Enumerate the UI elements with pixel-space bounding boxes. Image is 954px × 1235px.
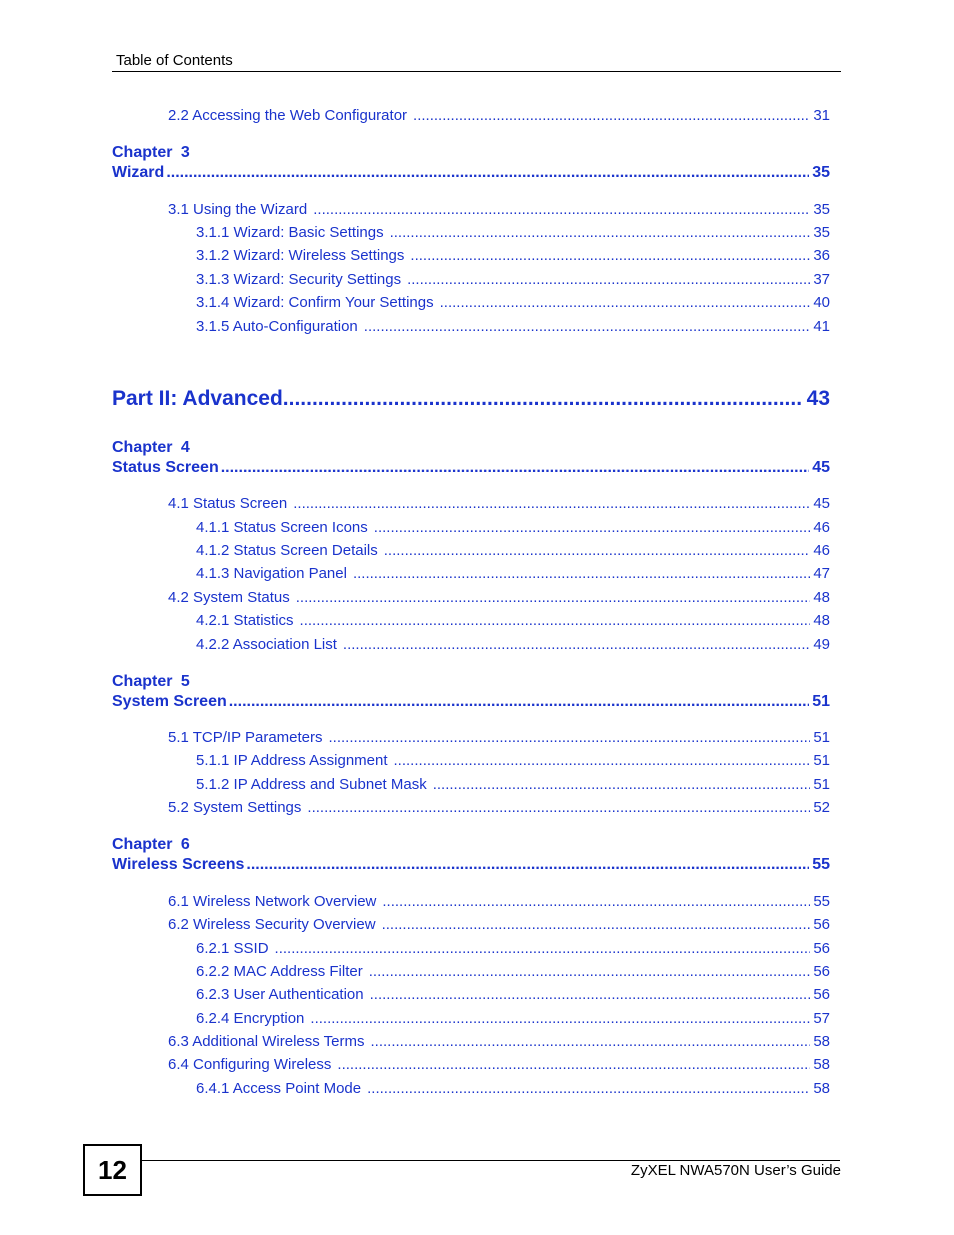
toc-page-number: 41 xyxy=(813,318,830,335)
page-number-box xyxy=(83,1144,142,1196)
toc-entry-label: 6.4 Configuring Wireless xyxy=(168,1056,332,1073)
toc-page-number: 51 xyxy=(812,693,830,710)
toc-entry-label: 4.1.2 Status Screen Details xyxy=(196,542,378,559)
dot-leader xyxy=(313,201,810,218)
toc-page-number: 43 xyxy=(806,387,830,410)
toc-entry[interactable] xyxy=(168,1056,830,1073)
dot-leader xyxy=(384,542,811,559)
dot-leader xyxy=(343,636,810,653)
chapter-title-entry[interactable] xyxy=(112,459,830,477)
dot-leader xyxy=(166,164,809,182)
toc-page-number: 48 xyxy=(813,589,830,606)
toc-page-number: 35 xyxy=(813,224,830,241)
toc-entry[interactable] xyxy=(196,1010,830,1027)
toc-entry[interactable] xyxy=(168,893,830,910)
dot-leader xyxy=(440,294,811,311)
toc-entry[interactable] xyxy=(168,729,830,746)
toc-entry[interactable] xyxy=(196,636,830,653)
toc-page-number: 48 xyxy=(813,612,830,629)
dot-leader xyxy=(364,318,811,335)
dot-leader xyxy=(390,224,811,241)
toc-entry-label: 4.1.1 Status Screen Icons xyxy=(196,519,368,536)
toc-entry-label: 5.2 System Settings xyxy=(168,799,302,816)
chapter-title-entry[interactable] xyxy=(112,856,830,874)
dot-leader xyxy=(433,776,811,793)
toc-entry[interactable] xyxy=(196,1080,830,1097)
toc-entry-label: 6.2.4 Encryption xyxy=(196,1010,305,1027)
toc-entry[interactable] xyxy=(196,776,830,793)
toc-page-number: 46 xyxy=(813,542,830,559)
dot-leader xyxy=(300,612,811,629)
toc-entry-label: 5.1.1 IP Address Assignment xyxy=(196,752,388,769)
part-title-entry[interactable] xyxy=(112,387,830,411)
dot-leader xyxy=(293,495,810,512)
chapter-number[interactable]: Chapter 6 xyxy=(112,836,190,853)
toc-entry-label: 5.1.2 IP Address and Subnet Mask xyxy=(196,776,427,793)
chapter-title: Status Screen xyxy=(112,459,219,476)
dot-leader xyxy=(370,986,811,1003)
dot-leader xyxy=(369,963,811,980)
dot-leader xyxy=(283,387,801,411)
dot-leader xyxy=(382,893,810,910)
toc-page-number: 58 xyxy=(813,1033,830,1050)
toc-page-number: 37 xyxy=(813,271,830,288)
chapter-number[interactable]: Chapter 4 xyxy=(112,439,190,456)
part-title: Part II: Advanced xyxy=(112,387,283,410)
toc-entry[interactable] xyxy=(168,589,830,606)
toc-page-number: 57 xyxy=(813,1010,830,1027)
toc-entry[interactable] xyxy=(196,247,830,264)
dot-leader xyxy=(374,519,811,536)
dot-leader xyxy=(407,271,810,288)
toc-page-number: 49 xyxy=(813,636,830,653)
toc-entry-label: 2.2 Accessing the Web Configurator xyxy=(168,107,408,124)
toc-entry[interactable] xyxy=(196,294,830,311)
toc-page-number: 45 xyxy=(812,459,830,476)
toc-entry[interactable] xyxy=(196,963,830,980)
chapter-title: System Screen xyxy=(112,693,227,710)
toc-entry[interactable] xyxy=(196,271,830,288)
toc-page-number: 35 xyxy=(813,201,830,218)
dot-leader xyxy=(410,247,810,264)
toc-entry-label: 4.2.1 Statistics xyxy=(196,612,294,629)
toc-page-number: 58 xyxy=(813,1080,830,1097)
toc-page-number: 36 xyxy=(813,247,830,264)
dot-leader xyxy=(370,1033,810,1050)
page-number: 12 xyxy=(98,1154,127,1185)
toc-page-number: 51 xyxy=(813,752,830,769)
toc-entry-label: 3.1.3 Wizard: Security Settings xyxy=(196,271,402,288)
chapter-title-entry[interactable] xyxy=(112,693,830,711)
chapter-title: Wireless Screens xyxy=(112,856,245,873)
dot-leader xyxy=(329,729,811,746)
toc-entry-label: 6.1 Wireless Network Overview xyxy=(168,893,377,910)
dot-leader xyxy=(229,693,809,711)
dot-leader xyxy=(413,107,810,124)
toc-entry-label: 4.1 Status Screen xyxy=(168,495,288,512)
dot-leader xyxy=(310,1010,810,1027)
dot-leader xyxy=(394,752,811,769)
toc-entry-label: 4.2.2 Association List xyxy=(196,636,337,653)
dot-leader xyxy=(353,565,810,582)
dot-leader xyxy=(296,589,811,606)
dot-leader xyxy=(221,459,809,477)
guide-title: ZyXEL NWA570N User’s Guide xyxy=(630,1162,841,1179)
toc-entry[interactable] xyxy=(168,916,830,933)
toc-entry-label: 4.1.3 Navigation Panel xyxy=(196,565,347,582)
dot-leader xyxy=(382,916,811,933)
dot-leader xyxy=(337,1056,810,1073)
toc-entry[interactable] xyxy=(196,318,830,335)
toc-page-number: 45 xyxy=(813,495,830,512)
chapter-title-entry[interactable] xyxy=(112,164,830,182)
dot-leader xyxy=(275,940,811,957)
toc-entry-label: 6.2.2 MAC Address Filter xyxy=(196,963,363,980)
toc-entry[interactable] xyxy=(196,224,830,241)
toc-entry-label: 5.1 TCP/IP Parameters xyxy=(168,729,323,746)
toc-entry-label: 6.2 Wireless Security Overview xyxy=(168,916,376,933)
footer-rule xyxy=(140,1160,840,1161)
toc-page-number: 51 xyxy=(813,776,830,793)
toc-entry[interactable] xyxy=(168,799,830,816)
toc-page-number: 47 xyxy=(813,565,830,582)
toc-entry[interactable] xyxy=(168,495,830,512)
toc-entry[interactable] xyxy=(168,1033,830,1050)
dot-leader xyxy=(367,1080,810,1097)
toc-page-number: 56 xyxy=(813,963,830,980)
toc-entry-label: 3.1.2 Wizard: Wireless Settings xyxy=(196,247,405,264)
toc-entry[interactable] xyxy=(168,107,830,124)
chapter-title: Wizard xyxy=(112,164,165,181)
toc-page-number: 35 xyxy=(812,164,830,181)
toc-entry-label: 3.1.1 Wizard: Basic Settings xyxy=(196,224,384,241)
toc-entry-label: 6.4.1 Access Point Mode xyxy=(196,1080,362,1097)
toc-entry[interactable] xyxy=(168,201,830,218)
toc-page-number: 55 xyxy=(813,893,830,910)
toc-entry-label: 3.1.5 Auto-Configuration xyxy=(196,318,358,335)
toc-page-number: 56 xyxy=(813,916,830,933)
toc-entry-label: 6.2.3 User Authentication xyxy=(196,986,364,1003)
toc-entry-label: 4.2 System Status xyxy=(168,589,290,606)
header-rule xyxy=(112,71,841,72)
toc-entry[interactable] xyxy=(196,986,830,1003)
running-header: Table of Contents xyxy=(116,52,233,69)
dot-leader xyxy=(246,856,809,874)
toc-page-number: 55 xyxy=(812,856,830,873)
toc-entry-label: 3.1.4 Wizard: Confirm Your Settings xyxy=(196,294,434,311)
dot-leader xyxy=(307,799,810,816)
toc-entry[interactable] xyxy=(196,519,830,536)
toc-entry[interactable] xyxy=(196,542,830,559)
toc-entry-label: 6.2.1 SSID xyxy=(196,940,269,957)
toc-entry-label: 6.3 Additional Wireless Terms xyxy=(168,1033,365,1050)
toc-entry[interactable] xyxy=(196,940,830,957)
toc-page-number: 52 xyxy=(813,799,830,816)
chapter-number[interactable]: Chapter 5 xyxy=(112,673,190,690)
toc-page-number: 56 xyxy=(813,940,830,957)
toc-page-number: 46 xyxy=(813,519,830,536)
toc-page-number: 51 xyxy=(813,729,830,746)
toc-page-number: 56 xyxy=(813,986,830,1003)
toc-entry[interactable] xyxy=(196,565,830,582)
toc-entry[interactable] xyxy=(196,612,830,629)
toc-page-number: 40 xyxy=(813,294,830,311)
chapter-number[interactable]: Chapter 3 xyxy=(112,144,190,161)
toc-entry[interactable] xyxy=(196,752,830,769)
toc-entry-label: 3.1 Using the Wizard xyxy=(168,201,308,218)
toc-page-number: 31 xyxy=(813,107,830,124)
toc-page-number: 58 xyxy=(813,1056,830,1073)
